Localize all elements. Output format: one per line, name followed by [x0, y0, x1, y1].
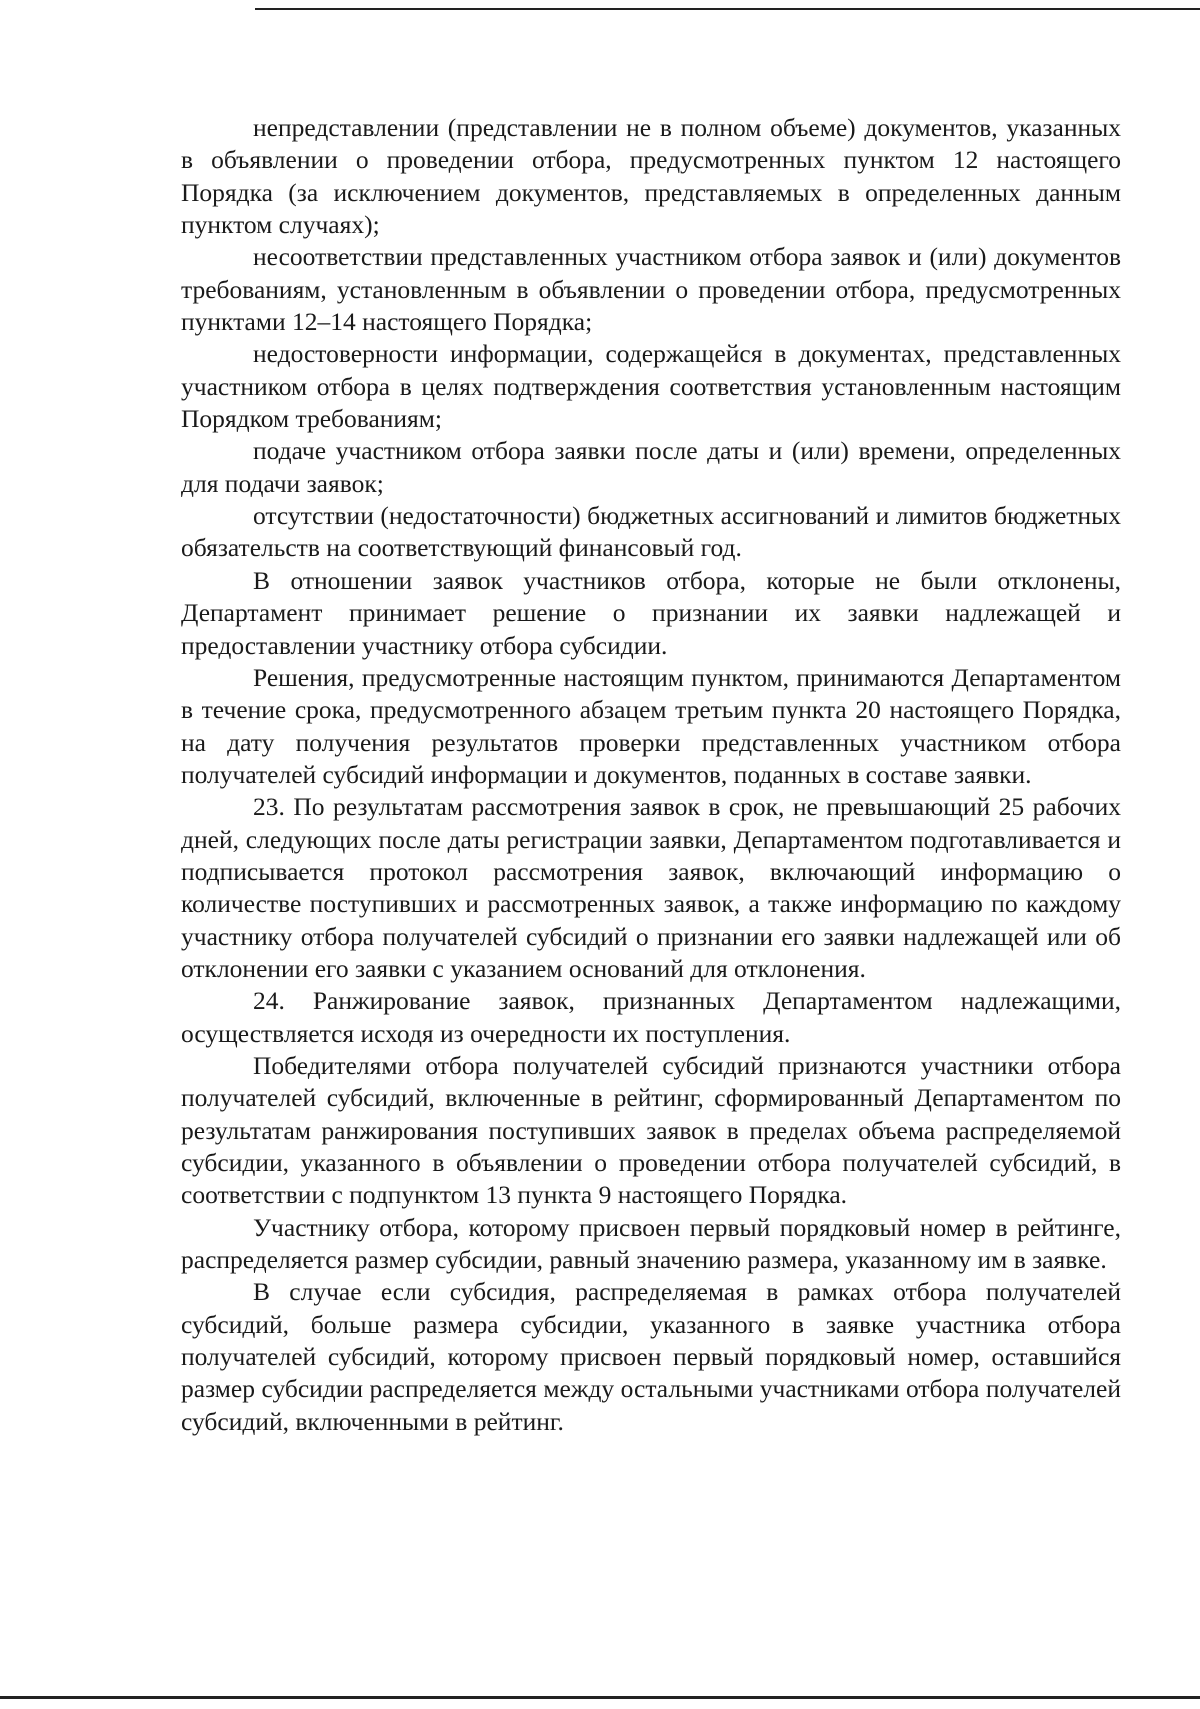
document-body — [181, 112, 1121, 1438]
scan-border-bottom — [0, 1696, 1200, 1699]
paragraph: Решения, предусмотренные настоящим пунктом, принимаются Департаментом в течение срока, предусмотренного абзацем третьим пункта 20 настоящего Порядка, на дату получения результатов проверки представленных участником отбора получателей субсидий информации и документов, поданных в составе заявки. — [181, 662, 1121, 789]
paragraph: непредставлении (представлении не в полном объеме) документов, указанных в объявлении о проведении отбора, предусмотренных пунктом 12 настоящего Порядка (за исключением документов, представляемых в определенных данным пунктом случаях); — [181, 113, 1121, 240]
paragraph: Участнику отбора, которому присвоен первый порядковый номер в рейтинге, распределяется размер субсидии, равный значению размера, указанному им в заявке. — [181, 1212, 1121, 1275]
paragraph: В случае если субсидия, распределяемая в рамках отбора получателей субсидий, больше размера субсидии, указанного в заявке участника отбора получателей субсидий, которому присвоен первый порядковый номер, оставшийся размер субсидии распределяется между остальными участниками отбора получателей субсидий, включенными в рейтинг. — [181, 1277, 1121, 1436]
paragraph: отсутствии (недостаточности) бюджетных ассигнований и лимитов бюджетных обязательств на соответствующий финансовый год. — [181, 501, 1121, 563]
paragraph: недостоверности информации, содержащейся в документах, представленных участником отбора в целях подтверждения соответствия установленным настоящим Порядком требованиям; — [181, 339, 1121, 434]
scan-border-top — [255, 8, 1200, 10]
paragraph: В отношении заявок участников отбора, которые не были отклонены, Департамент принимает решение о признании их заявки надлежащей и предоставлении участнику отбора субсидии. — [181, 565, 1121, 660]
paragraph: 23. По результатам рассмотрения заявок в срок, не превышающий 25 рабочих дней, следующих после даты регистрации заявки, Департаментом подготавливается и подписывается протокол рассмотрения заявок, включающий информацию о количестве поступивших и рассмотренных заявок, а также информацию по каждому участнику отбора получателей субсидий о признании его заявки надлежащей или об отклонении его заявки с указанием оснований для отклонения. — [181, 792, 1121, 983]
paragraph: несоответствии представленных участником отбора заявок и (или) документов требованиям, установленным в объявлении о проведении отбора, предусмотренных пунктами 12–14 настоящего Порядка; — [181, 242, 1121, 337]
paragraph: Победителями отбора получателей субсидий признаются участники отбора получателей субсидий, включенные в рейтинг, сформированный Департаментом по результатам ранжирования поступивших заявок в пределах объема распределяемой субсидии, указанного в объявлении о проведении отбора получателей субсидий, в соответствии с подпунктом 13 пункта 9 настоящего Порядка. — [181, 1050, 1121, 1210]
paragraph: подаче участником отбора заявки после даты и (или) времени, определенных для подачи заявок; — [181, 436, 1121, 498]
paragraph: 24. Ранжирование заявок, признанных Департаментом надлежащими, осуществляется исходя из очередности их поступления. — [181, 986, 1121, 1048]
